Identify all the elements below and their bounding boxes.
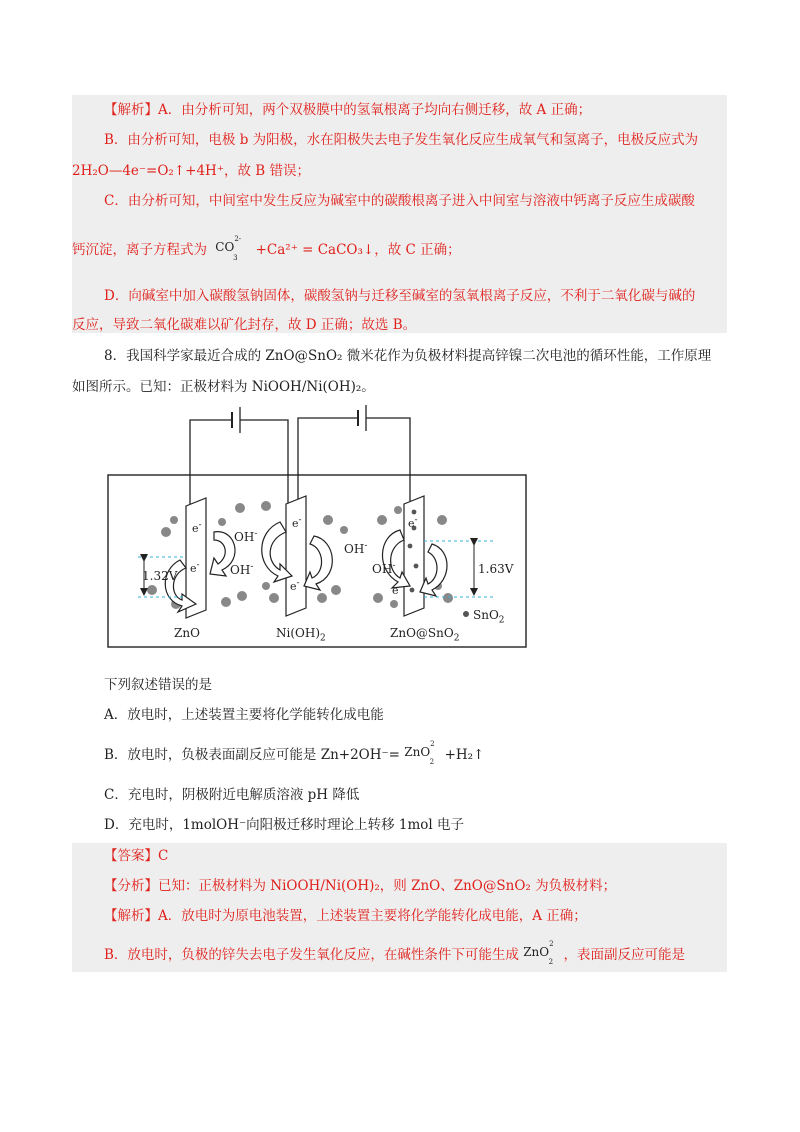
analysis-line-d1: D．向碱室中加入碳酸氢钠固体，碳酸氢钠与迁移至碱室的氢氧根离子反应，不利于二氧化碳与碱的 xyxy=(104,288,696,304)
co3-text: CO xyxy=(215,240,235,254)
explain-a-line xyxy=(104,907,587,925)
sno2-sub: 2 xyxy=(498,615,505,626)
analysis-tag-2: 【分析】 xyxy=(104,878,158,894)
analysis-line xyxy=(104,877,616,895)
cell-container xyxy=(108,475,526,647)
e-text: e xyxy=(392,584,399,597)
e-sup: - xyxy=(414,515,418,526)
oh-sup: - xyxy=(392,561,396,571)
analysis-c2-pre: 钙沉淀，离子方程式为 xyxy=(72,242,207,258)
sno2-legend-dot xyxy=(463,611,469,617)
answer-value: C xyxy=(158,848,169,864)
e-text: e xyxy=(190,562,197,575)
e-label-1 xyxy=(192,520,202,538)
oh-text: OH xyxy=(344,542,365,556)
oh-text: OH xyxy=(234,530,255,544)
option-d: D．充电时，1molOH⁻向阳极迁移时理论上转移 1mol 电子 xyxy=(104,817,465,833)
oh-label-1 xyxy=(234,528,257,546)
co3-sub: 3 xyxy=(233,254,238,263)
e-sup: - xyxy=(398,582,402,593)
zno-label: ZnO xyxy=(174,626,200,640)
zno-sub: 2 xyxy=(429,758,435,767)
oh-sup: - xyxy=(250,562,254,572)
nioh-label xyxy=(276,624,326,642)
oh-label-2 xyxy=(230,561,253,579)
zno-text: ZnO xyxy=(523,945,550,959)
question-stem-2: 如图所示。已知：正极材料为 NiOOH/Ni(OH)₂。 xyxy=(72,379,375,395)
explain-b-line xyxy=(104,940,686,967)
oh-text: OH xyxy=(230,563,251,577)
question-prompt: 下列叙述错误的是 xyxy=(104,677,212,693)
e-label-6 xyxy=(392,582,402,600)
option-a: A．放电时，上述装置主要将化学能转化成电能 xyxy=(104,707,384,723)
analysis-line-b1: B．由分析可知，电极 b 为阳极，水在阳极失去电子发生氧化反应生成氧气和氢离子，电极反应式为 xyxy=(104,132,699,148)
zno-sup: 2 xyxy=(430,740,435,748)
answer-tag: 【答案】 xyxy=(104,848,158,864)
analysis-c2-post: +Ca²⁺ = CaCO₃↓，故 C 正确； xyxy=(255,242,461,258)
e-label-2 xyxy=(190,560,200,578)
oh-label-4 xyxy=(372,560,395,578)
nioh-sub: 2 xyxy=(320,633,326,644)
znosno-text: ZnO@SnO xyxy=(390,626,454,640)
analysis-tag: 【解析】 xyxy=(104,102,158,118)
e-sup: - xyxy=(198,520,202,531)
e-sup: - xyxy=(296,578,300,589)
analysis-line-b2: 2H₂O—4e⁻=O₂↑+4H⁺，故 B 错误； xyxy=(72,163,310,179)
analysis-text: 已知：正极材料为 NiOOH/Ni(OH)₂，则 ZnO、ZnO@SnO₂ 为负极材料； xyxy=(158,878,617,894)
option-b-post: +H₂↑ xyxy=(444,747,485,763)
sno2-text: SnO xyxy=(473,608,499,622)
voltage-left-label: 1.32V xyxy=(142,569,178,583)
oh-text: OH xyxy=(372,562,393,576)
znosno-label xyxy=(390,624,459,642)
e-text: e xyxy=(192,522,199,535)
option-b-pre: B．放电时，负极表面副反应可能是 Zn+2OH⁻= xyxy=(104,747,400,763)
analysis-line-c1: C．由分析可知，中间室中发生反应为碱室中的碳酸根离子进入中间室与溶液中钙离子反应生成碳酸 xyxy=(104,193,695,209)
analysis-line-d2: 反应，导致二氧化碳难以矿化封存，故 D 正确；故选 B。 xyxy=(72,317,417,333)
sno2-legend-label xyxy=(473,606,505,624)
zno-sup: 2 xyxy=(549,940,554,948)
explain-b-pre: B．放电时，负极的锌失去电子发生氧化反应，在碱性条件下可能生成 xyxy=(104,947,519,963)
nioh-text: Ni(OH) xyxy=(276,626,321,640)
zno-sub: 2 xyxy=(548,958,554,967)
e-text: e xyxy=(292,517,299,530)
znosno-sub: 2 xyxy=(453,633,460,644)
oh-sup: - xyxy=(364,541,368,551)
e-label-5 xyxy=(408,515,418,533)
e-text: e xyxy=(290,580,297,593)
explain-b-post: ，表面副反应可能是 xyxy=(563,947,686,963)
option-b xyxy=(104,740,485,767)
oh-sup: - xyxy=(254,529,258,539)
e-sup: - xyxy=(196,560,200,571)
answer-line xyxy=(104,847,168,865)
option-c: C．充电时，阴极附近电解质溶液 pH 降低 xyxy=(104,787,360,803)
e-text: e xyxy=(408,517,415,530)
e-label-3 xyxy=(292,515,302,533)
nioh-electrode xyxy=(286,496,306,616)
explain-tag: 【解析】 xyxy=(104,908,158,924)
voltage-right-label: 1.63V xyxy=(478,562,514,576)
co3-sup: 2- xyxy=(234,235,242,243)
e-sup: - xyxy=(298,515,302,526)
analysis-a-text: A．由分析可知，两个双极膜中的氢氧根离子均向右侧迁移，故 A 正确； xyxy=(158,102,592,118)
question-stem-1: 8．我国科学家最近合成的 ZnO@SnO₂ 微米花作为负极材料提高锌镍二次电池的循环性能，工作原理 xyxy=(104,348,712,364)
oh-label-3 xyxy=(344,540,367,558)
explain-a-text: A．放电时为原电池装置，上述装置主要将化学能转化成电能，A 正确； xyxy=(158,908,587,924)
zno-text: ZnO xyxy=(404,745,431,759)
e-label-4 xyxy=(290,578,300,596)
